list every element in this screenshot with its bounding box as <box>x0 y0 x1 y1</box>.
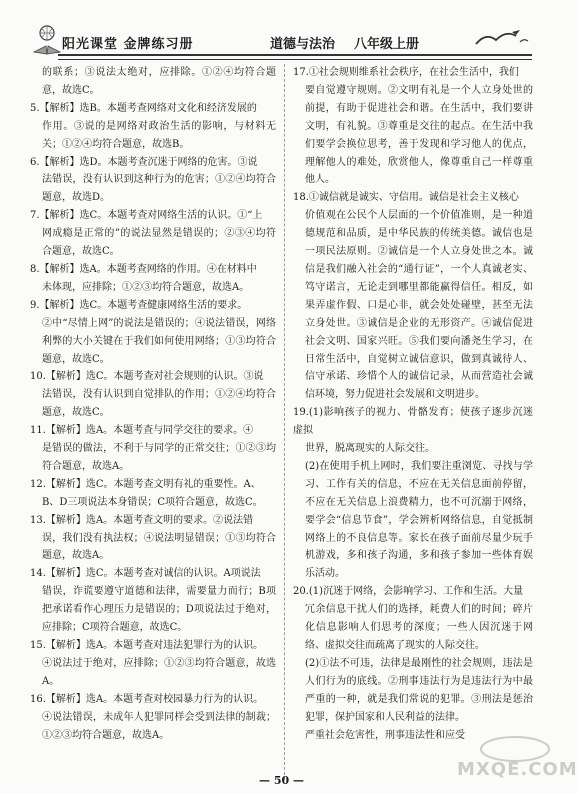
answer-item-14: 14.【解析】选C。本题考查对诚信的认识。A项说法 错误，诈谎要遵守道德和法律，需要量力而行；B项把承诺看作心理压力是错误的；D项说法过于绝对，应排除；C项符合题意，故选C。 <box>30 568 276 634</box>
page-number: — 50 — <box>259 774 304 787</box>
answer-item-18: 18.①诚信就是诚实、守信用。诚信是社会主义核心 价值观在公民个人层面的一个价值准则，是一种道德规范和品质，是中华民族的传统美德。诚信也是一项民法原则。②诚信是一个人立身处世之本。诚信是我们融入社会的“通行证”，一个人真诚老实、笃守诺言，无论走到哪里都能赢得信任。相反，如果弄虚作假、口是心非，就会处处碰壁，甚至无法立身处世。③诚信是企业的无形资产。④诚信促进社会文明、国家兴旺。⑤我们要向潘尧生学习，在日常生活中，自觉树立诚信意识，做到真诚待人、信守承诺、珍惜个人的诚信记录，从而营造社会诚信环境，努力促进社会发展和文明进步。 <box>293 192 533 401</box>
answer-item-16: 16.【解析】选A。本题考查对校园暴力行为的认识。 ④说法错误，未成年人犯罪同样会受到法律的制裁；①②③均符合题意，故选A。 <box>30 693 276 741</box>
answer-item-11: 11.【解析】选A。本题考查与同学交往的要求。④ 是错误的做法，不利于与同学的正常交往；①②③均符合题意，故选A。 <box>30 425 276 472</box>
answer-item-12: 12.【解析】选C。本题考查文明有礼的重要性。A、 B、D三项说法本身错误；C项符合题意，故选C。 <box>30 478 263 508</box>
book-globe-icon <box>32 24 62 56</box>
left-column <box>30 64 276 744</box>
bird-decoration-icon <box>472 26 532 52</box>
answer-item-4-tail: 的联系；③说法太绝对，应排除。①②④均符合题意，故选C。 <box>42 67 276 96</box>
series-title: 阳光课堂 金牌练习册 <box>62 37 194 52</box>
watermark-logo: MXQE.COM <box>455 735 555 785</box>
right-column <box>293 64 533 744</box>
grade-title: 八年级上册 <box>354 37 420 52</box>
answer-item-20: 20.(1)沉迷于网络，会影响学习、工作和生活。大量 冗余信息干扰人们的选择，耗费人们的时间；碎片化信息影响人们思考的深度；一些人因沉迷于网络、虚拟交往而疏离了现实的人际交往。 (2)①法不可违，法律是最刚性的社会规则，违法是人们行为的底线。②刑事违法行为是违法行为中最严重的一种，就是我们常说的犯罪。③刑法是惩治犯罪，保护国家和人民利益的法律。 严重社会危害性，刑事违法性和应受 <box>293 586 533 741</box>
answer-item-7: 7.【解析】选C。本题考查对网络生活的认识。①“上 网成瘾是正常的”的说法显然是错误的；②③④均符合题意，故选C。 <box>30 210 276 258</box>
answer-item-6: 6.【解析】选D。本题考查沉迷于网络的危害。③说 法错误，没有认识到这种行为的危害；①②④均符合题意，故选D。 <box>30 156 276 204</box>
header-rule <box>58 54 532 60</box>
answer-item-9: 9.【解析】选C。本题考查健康网络生活的要求。 ②中“尽情上网”的说法是错误的；④说法错误，网络利弊的大小关键在于我们如何使用网络；①③均符合题意，故选C。 <box>30 299 276 365</box>
column-divider <box>284 64 285 780</box>
answer-item-13: 13.【解析】选A。本题考查文明的要求。②说法错 误，我们没有执法权；④说法明显错误；①③均符合题意，故选A。 <box>30 514 276 562</box>
answer-item-19: 19.(1)影响孩子的视力、骨骼发育；使孩子逐步沉迷虚拟 世界，脱离现实的人际交往。 (2)在使用手机上网时，我们要注重浏览、寻找与学习、工作有关的信息，不应在无关信息面前停留，不应在无关信息上浪费精力，也不可沉溺于网络，要学会“信息节食”，学会辨析网络信息，自觉抵制网络上的不良信息等。家长在孩子面前尽量少玩手机游戏，多和孩子沟通，多和孩子参加一些体育娱乐活动。 <box>293 407 533 580</box>
answer-item-17: 17.①社会规则维系社会秩序，在社会生活中，我们 要自觉遵守规则。②文明有礼是一个人立身处世的前提，有助于促进社会和谐。在生活中，我们要讲文明，有礼貌。③尊重是交往的起点。在生活中我们要学会换位思考，善于发现和学习他人的优点，理解他人的难处，欣赏他人，像尊重自己一样尊重他人。 <box>293 67 533 186</box>
answer-item-10: 10.【解析】选C。本题考查对社会规则的认识。③说 法错误，没有认识到自觉排队的作用；①②④均符合题意，故选C。 <box>30 371 276 419</box>
answer-item-15: 15.【解析】选A。本题考查对违法犯罪行为的认识。 ④说法过于绝对，应排除；①②③均符合题意，故选A。 <box>30 640 276 687</box>
page-header <box>32 24 532 62</box>
answer-item-8: 8.【解析】选A。本题考查网络的作用。④在材料中 未体现，应排除；①②③均符合题意，故选A。 <box>30 263 257 293</box>
subject-title: 道德与法治 <box>270 37 336 52</box>
answer-item-5: 5.【解析】选B。本题考查网络对文化和经济发展的 作用。③说的是网络对政治生活的影响，与材料无关；①②④均符合题意，故选B。 <box>30 102 276 150</box>
